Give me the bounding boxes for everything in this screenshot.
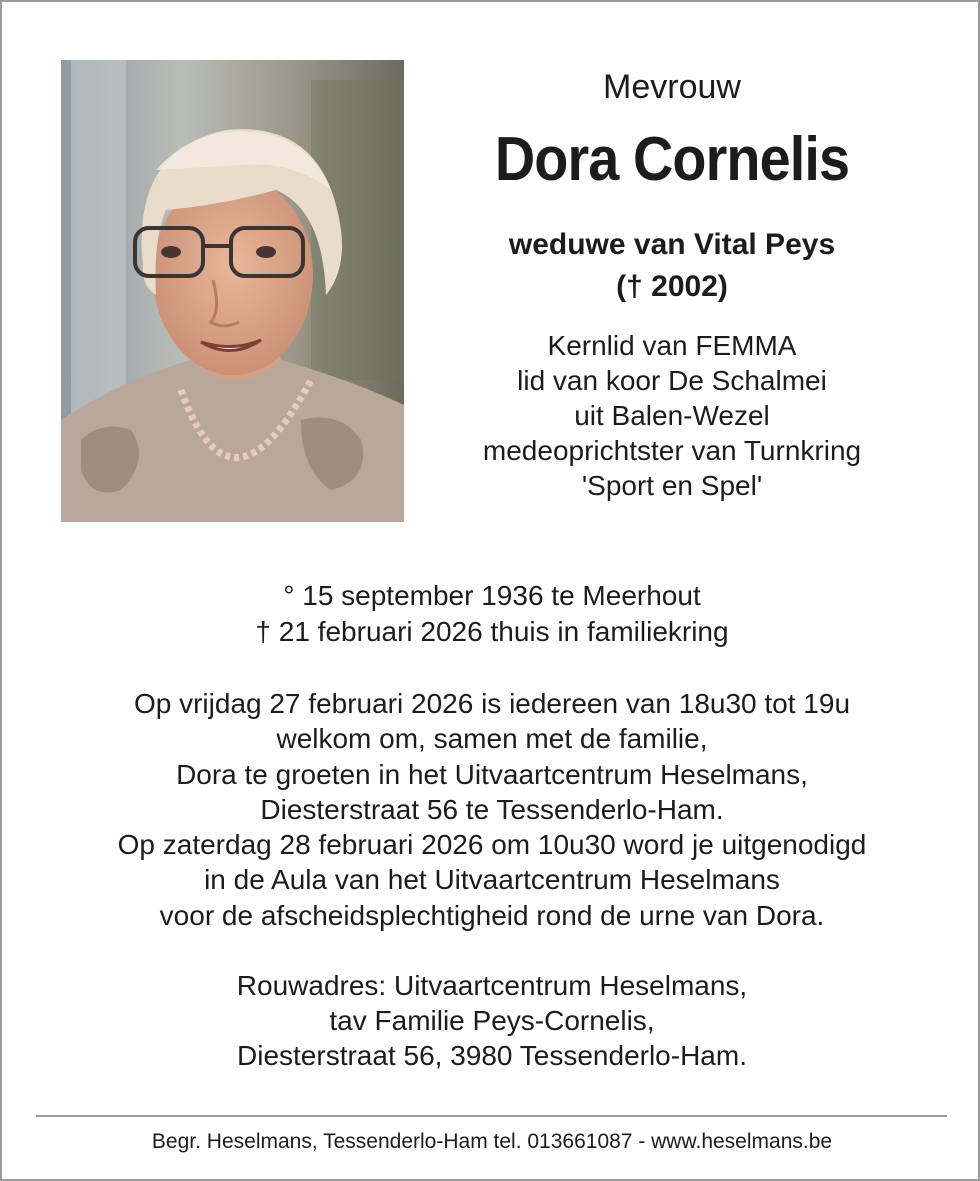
roles-list [402, 328, 942, 503]
salutation: Mevrouw [603, 68, 741, 106]
role-line: 'Sport en Spel' [581, 470, 763, 501]
address-line: tav Familie Peys-Cornelis, [329, 1005, 655, 1036]
role-line: Kernlid van FEMMA [547, 330, 797, 361]
address-line: Rouwadres: Uitvaartcentrum Heselmans, [236, 970, 748, 1001]
portrait-photo [61, 60, 404, 522]
footer-divider [36, 1115, 947, 1117]
life-dates [2, 578, 980, 650]
ceremony-line: Dora te groeten in het Uitvaartcentrum Heselmans, [176, 758, 808, 790]
role-line: medeoprichtster van Turnkring [482, 435, 862, 466]
ceremony-line: Diesterstraat 56 te Tessenderlo-Ham. [260, 793, 724, 825]
mourning-address [2, 968, 980, 1073]
ceremony-line: in de Aula van het Uitvaartcentrum Heselmans [204, 864, 780, 896]
deceased-name: Dora Cornelis [494, 125, 850, 194]
role-line: lid van koor De Schalmei [517, 365, 827, 396]
ceremony-line: voor de afscheidsplechtigheid rond de urne van Dora. [159, 899, 825, 931]
ceremony-line: Op vrijdag 27 februari 2026 is iedereen van 18u30 tot 19u [133, 688, 851, 719]
ceremony-line: welkom om, samen met de familie, [276, 723, 708, 755]
spouse-info [402, 224, 942, 308]
ceremony-details [2, 686, 980, 933]
portrait-illustration [61, 60, 404, 522]
funeral-home-footer: Begr. Heselmans, Tessenderlo-Ham tel. 013661087 - www.heselmans.be [151, 1130, 833, 1153]
ceremony-line: Op zaterdag 28 februari 2026 om 10u30 word je uitgenodigd [117, 829, 867, 861]
role-line: uit Balen-Wezel [574, 400, 770, 431]
death-date: † 21 februari 2026 thuis in familiekring [255, 616, 729, 647]
header-block [402, 62, 942, 503]
spouse-line: weduwe van Vital Peys [508, 228, 836, 261]
spouse-death-year: († 2002) [616, 270, 728, 303]
address-line: Diesterstraat 56, 3980 Tessenderlo-Ham. [237, 1040, 747, 1071]
birth-date: ° 15 september 1936 te Meerhout [283, 580, 701, 611]
